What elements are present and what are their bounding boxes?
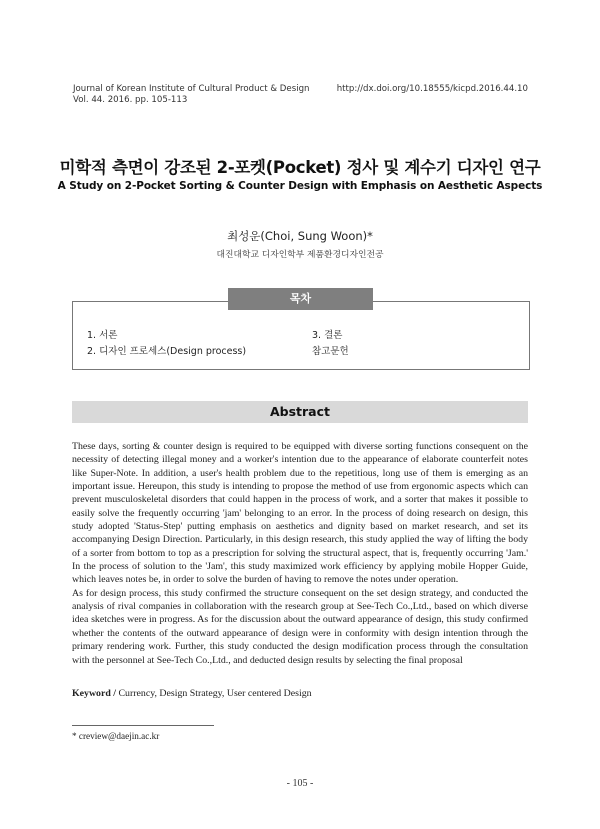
toc-box xyxy=(72,301,530,370)
author-name: 최성운(Choi, Sung Woon)* xyxy=(227,229,373,243)
abstract-heading: Abstract xyxy=(72,401,528,423)
abstract-body xyxy=(72,440,528,667)
title-korean: 미학적 측면이 강조된 2-포켓(Pocket) 정사 및 계수기 디자인 연구 xyxy=(59,158,541,177)
toc-item-references: 참고문헌 xyxy=(312,346,349,357)
author-affiliation: 대진대학교 디자인학부 제품환경디자인전공 xyxy=(216,250,384,260)
title-english: A Study on 2-Pocket Sorting & Counter Design with Emphasis on Aesthetic Aspects xyxy=(57,180,543,192)
journal-name: Journal of Korean Institute of Cultural Product & Design xyxy=(73,84,310,94)
footnote-email: * creview@daejin.ac.kr xyxy=(72,731,160,741)
doi-link[interactable]: http://dx.doi.org/10.18555/kicpd.2016.44.10 xyxy=(336,84,528,94)
footnote-divider xyxy=(72,725,214,726)
keyword-label: Keyword / xyxy=(72,688,117,699)
abstract-paragraph: As for design process, this study confirmed the structure consequent on the set design strategy, and conducted the analysis of rival companies in collaboration with the research group at See-Tech Co.,Ltd., based on which diverse idea sketches were in progress. As for the discussion about the outward appearance of design, this study confirmed whether the contents of the outward appearance of design were in conformity with design intention through the primary rendering work. Further, this study conducted the design modification process through the consultation with the personnel at See-Tech Co.,Ltd., and deducted design results by selecting the final proposal xyxy=(72,587,528,666)
page-number: - 105 - xyxy=(286,778,314,789)
journal-header xyxy=(73,84,309,106)
keyword-text: Currency, Design Strategy, User centered Design xyxy=(116,688,312,699)
toc-item-introduction: 1. 서론 xyxy=(87,330,118,341)
toc-item-design-process: 2. 디자인 프로세스(Design process) xyxy=(87,346,247,357)
toc-heading: 목차 xyxy=(228,288,373,310)
journal-volume: Vol. 44. 2016. pp. 105-113 xyxy=(73,95,188,105)
toc-item-conclusion: 3. 결론 xyxy=(312,330,343,341)
abstract-paragraph: These days, sorting & counter design is required to be equipped with diverse sorting functions consequent on the necessity of detecting illegal money and a worker's intention due to the appearance of elaborate counterfeit notes like Super-Note. In addition, a user's health problem due to the repetitious, long use of them is emerging as an important issue. Hereupon, this study is intending to propose the method of use from ergonomic aspects which can prevent musculoskeletal disorders that could happen in the process of work, and a sorter that makes it possible to easily solve the frequently occurring 'jam' belonging to an error. In the process of doing research on design, this study adopted 'Status-Step' putting emphasis on aesthetics and dignity based on market research, and set its accompanying Design Direction. Particularly, in this design research, this study applied the way of lifting the body of a sorter from bottom to top as a prescription for solving the structural aspect, that is, frequently occurring 'Jam.' In the process of solution to the 'Jam', this study maximized work efficiency by applying mobile Hopper Guide, which leaves notes be, in order to solve the burden of having to remove the notes under operation. xyxy=(72,441,528,586)
keyword-line xyxy=(72,688,312,699)
